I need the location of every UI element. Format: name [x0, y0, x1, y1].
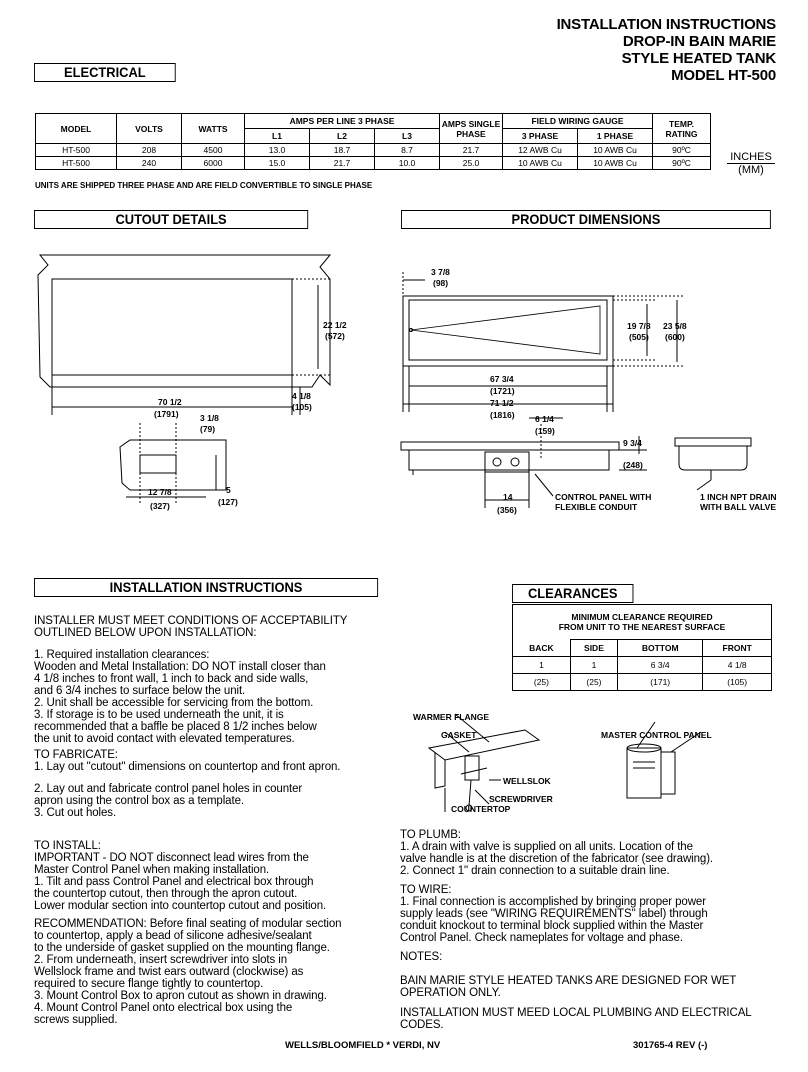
cell: 8.7 — [375, 144, 440, 157]
cell: 1 — [513, 657, 571, 674]
cell: 15.0 — [245, 157, 310, 170]
section-electrical: ELECTRICAL — [34, 63, 176, 82]
cell: (25) — [570, 674, 617, 691]
electrical-table — [35, 113, 711, 170]
install-clearances: 1. Required installation clearances: Wooden and Metal Installation: DO NOT install closer than 4 1/8 inches to front wall, 1 inch to back and side walls, and 6 3/4 inches to surface below the unit. 2. Unit shall be accessible for servicing from the bottom. 3. If storage is to be used underneath the unit, it is recommended that a baffle be placed 8 1/2 inches below the unit to avoid contact with elevated temperatures. — [34, 649, 326, 745]
install-steps: TO INSTALL: IMPORTANT - DO NOT disconnect lead wires from the Master Control Panel when making installation. 1. Tilt and pass Control Panel and electrical box through the countertop cutout, then through the apron cutout. Lower modular section into countertop cutout and position. — [34, 840, 327, 912]
cell: 6000 — [182, 157, 245, 170]
drain-label: 1 INCH NPT DRAIN — [700, 492, 777, 502]
table-row — [36, 157, 711, 170]
col-l2: L2 — [310, 129, 375, 144]
dim-panel-offset-mm: (159) — [535, 426, 555, 436]
label-gasket: GASKET — [441, 730, 477, 740]
cell: (105) — [703, 674, 772, 691]
clearance-header-line-1: MINIMUM CLEARANCE REQUIRED — [571, 612, 713, 622]
dim-flange-mm: (98) — [433, 278, 449, 288]
install-fabricate: TO FABRICATE: 1. Lay out "cutout" dimensions on countertop and front apron. — [34, 749, 341, 773]
col-1-phase: 1 PHASE — [578, 129, 653, 144]
dim-tank-length: 67 3/4 — [490, 374, 514, 384]
dim-cutout-width: 70 1/2 — [158, 397, 182, 407]
col-l1: L1 — [245, 129, 310, 144]
label-wellslok: WELLSLOK — [503, 776, 551, 786]
title-block — [557, 16, 776, 84]
dim-overall-depth-mm: (600) — [665, 332, 685, 342]
clear-col-back: BACK — [513, 640, 571, 657]
dim-cutout-depth-mm: (572) — [325, 331, 345, 341]
dim-panel-position-mm: (356) — [497, 505, 517, 515]
doc-title: INSTALLATION INSTRUCTIONS — [556, 16, 776, 33]
clearance-header-line-2: FROM UNIT TO THE NEAREST SURFACE — [558, 622, 726, 632]
cell: 208 — [117, 144, 182, 157]
label-screwdriver: SCREWDRIVER — [489, 794, 553, 804]
cell: 6 3/4 — [618, 657, 703, 674]
dim-tank-length-mm: (1721) — [490, 386, 515, 396]
dim-apron-width: 12 7/8 — [148, 487, 172, 497]
col-temp: TEMP. RATING — [653, 114, 711, 144]
label-warmer-flange: WARMER FLANGE — [413, 712, 490, 722]
dim-cutout-depth: 22 1/2 — [323, 320, 347, 330]
cell: 21.7 — [310, 157, 375, 170]
dim-tank-depth: 19 7/8 — [627, 321, 651, 331]
model-number: MODEL HT-500 — [671, 67, 776, 84]
drain-label-2: WITH BALL VALVE — [700, 502, 777, 512]
doc-subtitle-2: STYLE HEATED TANK — [621, 50, 776, 67]
section-installation: INSTALLATION INSTRUCTIONS — [34, 578, 378, 597]
cell: 10.0 — [375, 157, 440, 170]
dim-apron-height-mm: (79) — [200, 424, 216, 434]
col-volts: VOLTS — [117, 114, 182, 144]
dim-apron-offset: 5 — [226, 485, 231, 495]
footer-part-number: 301765-4 REV (-) — [633, 1040, 708, 1051]
cell: 10 AWB Cu — [578, 157, 653, 170]
cell: 13.0 — [245, 144, 310, 157]
col-l3: L3 — [375, 129, 440, 144]
install-recommendation: RECOMMENDATION: Before final seating of modular section to countertop, apply a bead of silicone adhesive/sealant to the underside of gasket supplied on the mounting flange. 2. From underneath, insert screwdriver into slots in Wellslock frame and twist ears outward (clockwise) as required to secure flange tightly to countertop. 3. Mount Control Box to apron cutout as shown in drawing. 4. Mount Control Panel onto electrical box using the screws supplied. — [34, 918, 342, 1026]
dim-panel-offset: 6 1/4 — [535, 414, 554, 424]
cell: 4500 — [182, 144, 245, 157]
cell: 10 AWB Cu — [503, 157, 578, 170]
table-row — [36, 144, 711, 157]
control-panel-label: CONTROL PANEL WITH — [555, 492, 652, 502]
dim-height: 9 3/4 — [623, 438, 642, 448]
note-codes: INSTALLATION MUST MEED LOCAL PLUMBING AND ELECTRICAL CODES. — [400, 1007, 752, 1031]
footer-company: WELLS/BLOOMFIELD * VERDI, NV — [285, 1040, 441, 1051]
clear-col-front: FRONT — [703, 640, 772, 657]
cell: 25.0 — [440, 157, 503, 170]
dim-height-mm: (248) — [623, 460, 643, 470]
cell: 21.7 — [440, 144, 503, 157]
cell: 1 — [570, 657, 617, 674]
install-fabricate-2: 2. Lay out and fabricate control panel holes in counter apron using the control box as a template. 3. Cut out holes. — [34, 783, 303, 819]
cell: 240 — [117, 157, 182, 170]
dim-cutout-offset: 4 1/8 — [292, 391, 311, 401]
col-wiring-gauge: FIELD WIRING GAUGE — [503, 114, 653, 129]
control-panel-label-2: FLEXIBLE CONDUIT — [555, 502, 638, 512]
plumb-instructions: TO PLUMB: 1. A drain with valve is supplied on all units. Location of the valve handle is at the discretion of the fabricator (see drawing). 2. Connect 1" drain connection to a suitable drain line. — [400, 829, 714, 877]
cell: (25) — [513, 674, 571, 691]
electrical-note: UNITS ARE SHIPPED THREE PHASE AND ARE FIELD CONVERTIBLE TO SINGLE PHASE — [35, 181, 373, 190]
dim-apron-height: 3 1/8 — [200, 413, 219, 423]
dim-overall-depth: 23 5/8 — [663, 321, 687, 331]
dim-apron-width-mm: (327) — [150, 501, 170, 511]
doc-subtitle-1: DROP-IN BAIN MARIE — [622, 33, 776, 50]
notes-heading: NOTES: — [400, 951, 443, 963]
cell: 10 AWB Cu — [578, 144, 653, 157]
dim-panel-position: 14 — [503, 492, 513, 502]
dim-cutout-offset-mm: (105) — [292, 402, 312, 412]
cell: 90ºC — [653, 157, 711, 170]
section-cutout-details: CUTOUT DETAILS — [34, 210, 308, 229]
clear-col-side: SIDE — [570, 640, 617, 657]
note-wet-operation: BAIN MARIE STYLE HEATED TANKS ARE DESIGNED FOR WET OPERATION ONLY. — [400, 975, 737, 999]
cutout-drawing — [30, 235, 360, 525]
installation-detail-drawing — [405, 708, 800, 826]
label-countertop: COUNTERTOP — [451, 804, 511, 814]
clearances-table — [512, 604, 772, 691]
install-intro: INSTALLER MUST MEET CONDITIONS OF ACCEPTABILITY OUTLINED BELOW UPON INSTALLATION: — [34, 615, 348, 639]
cell: (171) — [618, 674, 703, 691]
dim-apron-offset-mm: (127) — [218, 497, 238, 507]
dim-overall-length-mm: (1816) — [490, 410, 515, 420]
cell: 4 1/8 — [703, 657, 772, 674]
cell: 90ºC — [653, 144, 711, 157]
clearance-header — [513, 605, 772, 640]
cell: HT-500 — [36, 157, 117, 170]
dim-overall-length: 71 1/2 — [490, 398, 514, 408]
dim-cutout-width-mm: (1791) — [154, 409, 179, 419]
col-model: MODEL — [36, 114, 117, 144]
col-3-phase: 3 PHASE — [503, 129, 578, 144]
label-master-control-panel: MASTER CONTROL PANEL — [601, 730, 712, 740]
col-amps-3-phase: AMPS PER LINE 3 PHASE — [245, 114, 440, 129]
clear-col-bottom: BOTTOM — [618, 640, 703, 657]
units-legend — [727, 151, 775, 176]
section-clearances: CLEARANCES — [512, 584, 633, 603]
col-amps-single: AMPS SINGLE PHASE — [440, 114, 503, 144]
dim-flange: 3 7/8 — [431, 267, 450, 277]
cell: 12 AWB Cu — [503, 144, 578, 157]
cell: HT-500 — [36, 144, 117, 157]
col-watts: WATTS — [182, 114, 245, 144]
units-inches: INCHES — [727, 151, 775, 164]
product-drawing — [395, 262, 795, 524]
section-product-dimensions: PRODUCT DIMENSIONS — [401, 210, 771, 229]
wire-instructions: TO WIRE: 1. Final connection is accomplished by bringing proper power supply leads (see "WIRING REQUIREMENTS" label) through conduit knockout to terminal block supplied within the Master Control Panel. Check nameplates for voltage and phase. — [400, 884, 708, 944]
units-mm: (MM) — [738, 164, 764, 176]
dim-tank-depth-mm: (505) — [629, 332, 649, 342]
cell: 18.7 — [310, 144, 375, 157]
